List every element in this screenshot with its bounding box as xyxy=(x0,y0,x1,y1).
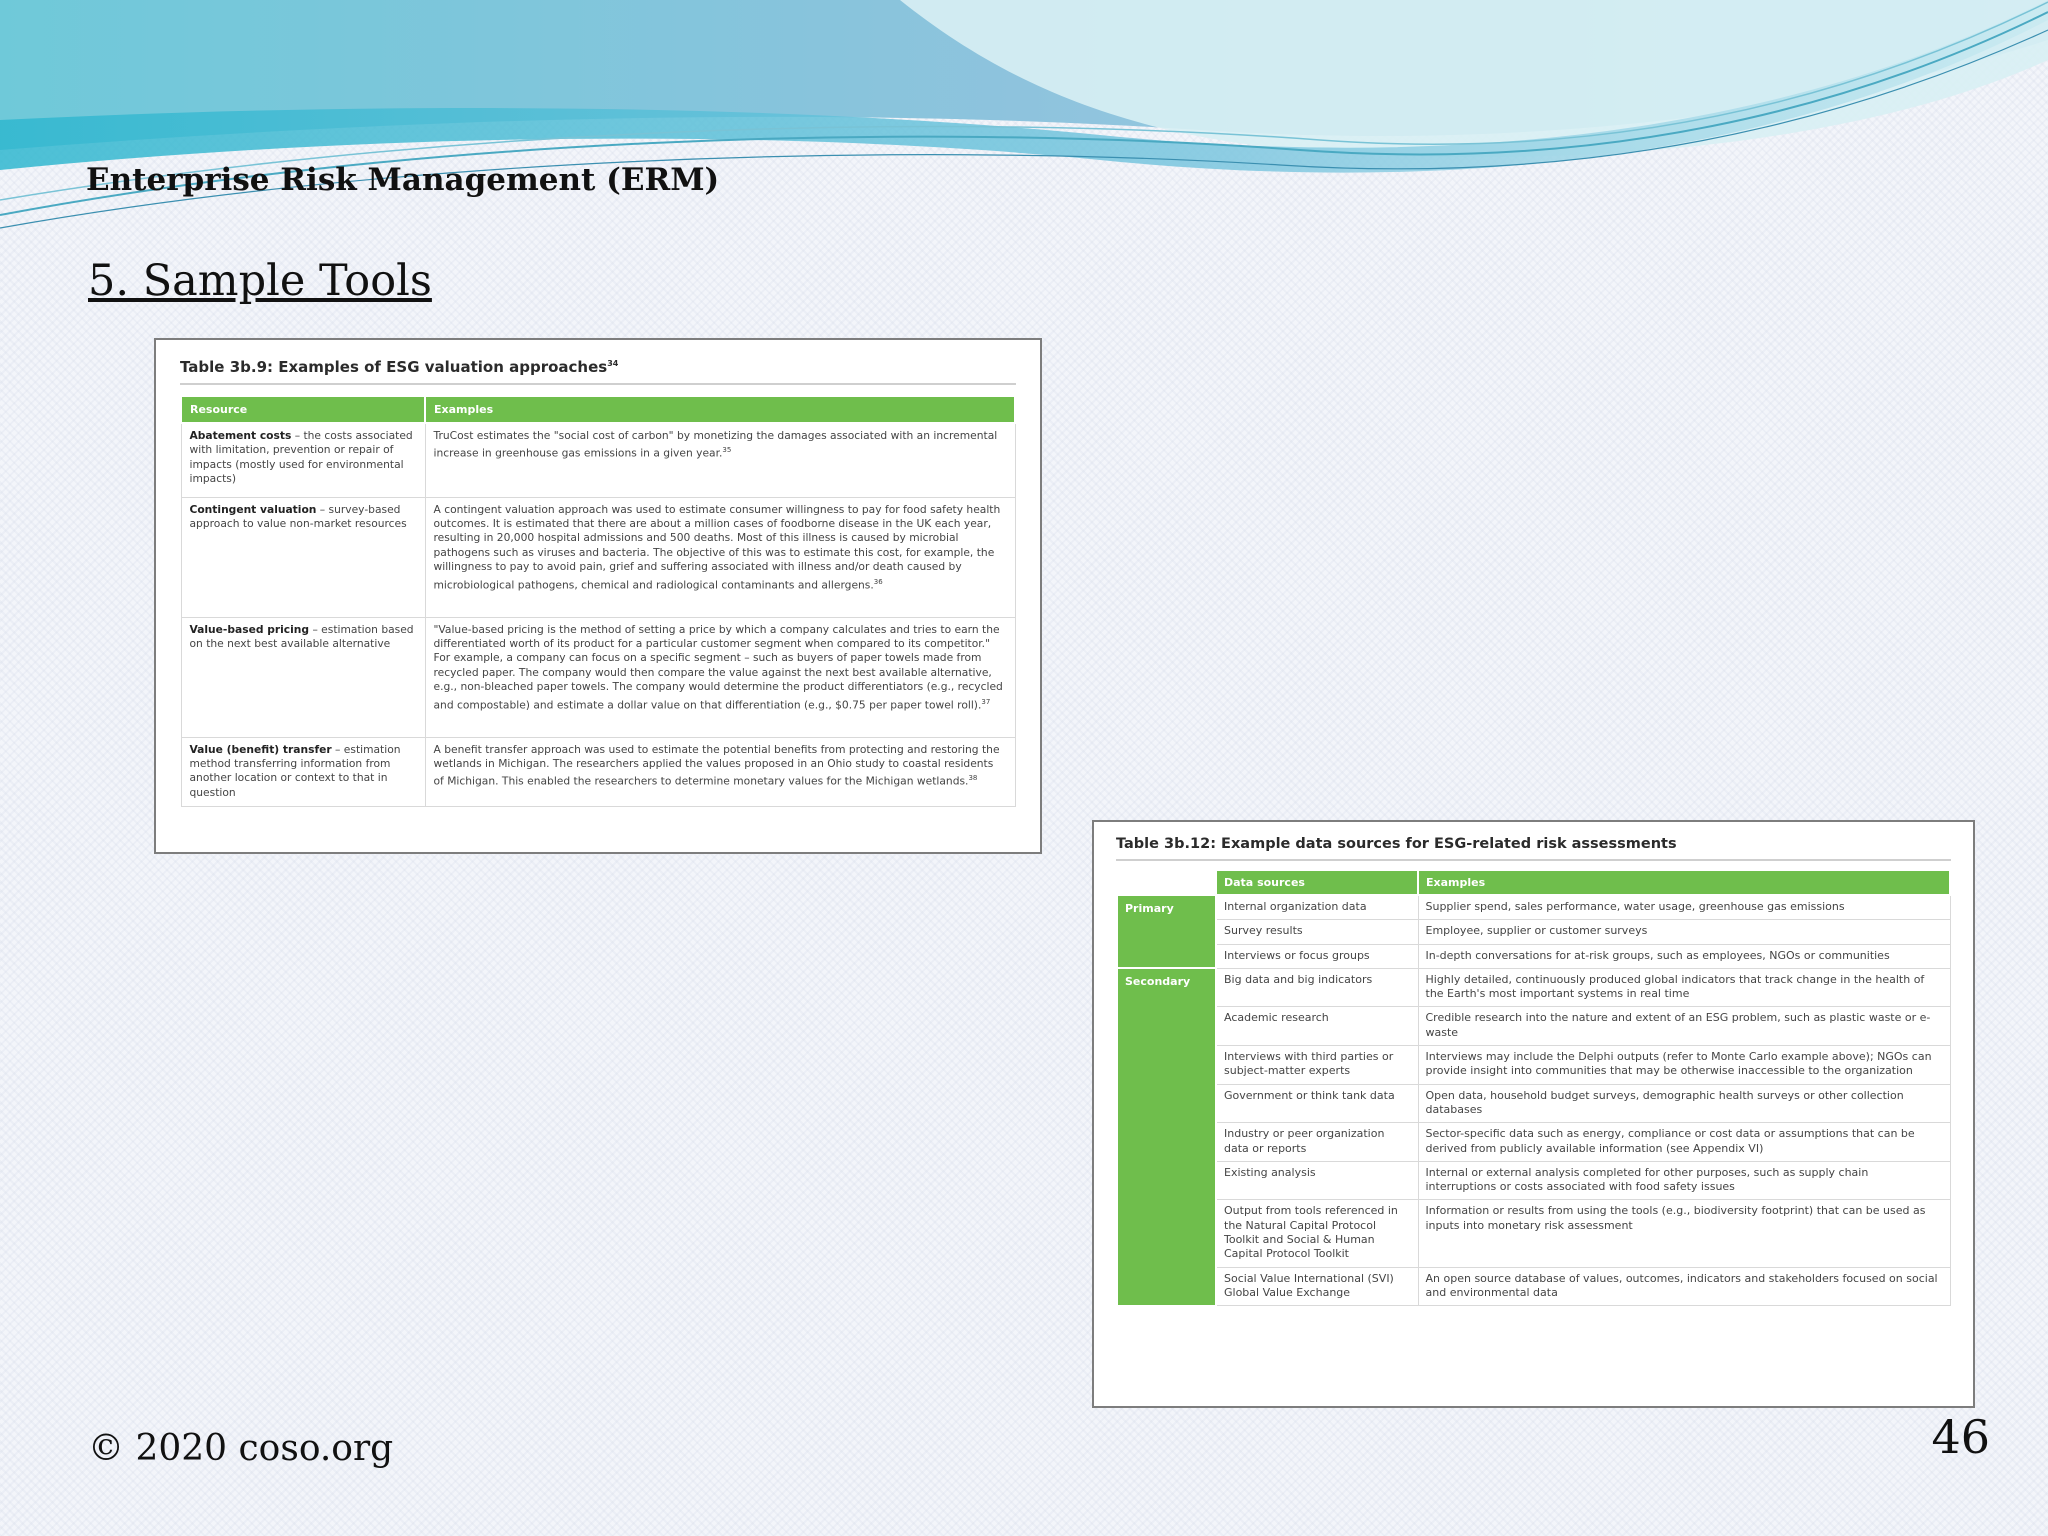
resource-cell: Value-based pricing – estimation based on the next best available alternative xyxy=(181,617,425,737)
source-cell: Existing analysis xyxy=(1216,1161,1418,1200)
example-cell: In-depth conversations for at-risk groups, such as employees, NGOs or communities xyxy=(1418,944,1950,968)
example-cell: Sector-specific data such as energy, compliance or cost data or assumptions that can be derived from publicly available information (see Appendix VI) xyxy=(1418,1123,1950,1162)
column-header-examples: Examples xyxy=(425,396,1015,423)
example-cell: Supplier spend, sales performance, water usage, greenhouse gas emissions xyxy=(1418,895,1950,920)
table-row xyxy=(1117,944,1950,968)
table-row xyxy=(1117,1123,1950,1162)
example-cell: A contingent valuation approach was used to estimate consumer willingness to pay for food safety health outcomes. It is estimated that there are about a million cases of foodborne disease in the UK each year, resulting in 20,000 hospital admissions and 500 deaths. Most of this illness is caused by microbial pathogens such as viruses and bacteria. The objective of this was to estimate this cost, for example, the willingness to pay to avoid pain, grief and suffering associated with illness and/or death caused by microbiological pathogens, chemical and radiological contaminants and allergens.$^{36}$ xyxy=(425,497,1015,617)
source-cell: Interviews with third parties or subject-matter experts xyxy=(1216,1046,1418,1085)
table-row xyxy=(1117,1161,1950,1200)
esg-valuation-table xyxy=(180,395,1016,807)
column-header-data-sources: Data sources xyxy=(1216,870,1418,895)
example-cell: TruCost estimates the "social cost of carbon" by monetizing the damages associated with an incremental increase in greenhouse gas emissions in a given year.$^{35}$ xyxy=(425,423,1015,497)
resource-cell: Contingent valuation – survey-based approach to value non-market resources xyxy=(181,497,425,617)
esg-valuation-table-image xyxy=(154,338,1042,854)
example-cell: Open data, household budget surveys, demographic health surveys or other collection databases xyxy=(1418,1084,1950,1123)
esg-data-sources-table-image xyxy=(1092,820,1975,1408)
table-row xyxy=(181,617,1015,737)
table-caption: Table 3b.9: Examples of ESG valuation approaches$^{34}$ xyxy=(180,358,1016,385)
table-row xyxy=(1117,1046,1950,1085)
example-cell: An open source database of values, outcomes, indicators and stakeholders focused on social and environmental data xyxy=(1418,1267,1950,1306)
source-cell: Academic research xyxy=(1216,1007,1418,1046)
table-row xyxy=(1117,1007,1950,1046)
resource-cell: Value (benefit) transfer – estimation method transferring information from another location or context to that in question xyxy=(181,737,425,807)
example-cell: Information or results from using the tools (e.g., biodiversity footprint) that can be used as inputs into monetary risk assessment xyxy=(1418,1200,1950,1267)
section-heading: 5. Sample Tools xyxy=(88,256,432,306)
table-row xyxy=(1117,1200,1950,1267)
table-row xyxy=(1117,1267,1950,1306)
table-header-row xyxy=(181,396,1015,423)
source-cell: Survey results xyxy=(1216,920,1418,944)
group-label-primary: Primary xyxy=(1117,895,1216,968)
table-row xyxy=(181,423,1015,497)
example-cell: Highly detailed, continuously produced global indicators that track change in the health of the Earth's most important systems in real time xyxy=(1418,968,1950,1007)
table-row xyxy=(1117,968,1950,1007)
table-row xyxy=(1117,895,1950,920)
example-cell: A benefit transfer approach was used to estimate the potential benefits from protecting and restoring the wetlands in Michigan. The researchers applied the values proposed in an Ohio study to coastal residents of Michigan. This enabled the researchers to determine monetary values for the Michigan wetlands.$^{38}$ xyxy=(425,737,1015,807)
source-cell: Interviews or focus groups xyxy=(1216,944,1418,968)
source-cell: Output from tools referenced in the Natural Capital Protocol Toolkit and Social & Human Capital Protocol Toolkit xyxy=(1216,1200,1418,1267)
example-cell: Internal or external analysis completed for other purposes, such as supply chain interruptions or costs associated with food safety issues xyxy=(1418,1161,1950,1200)
example-cell: Interviews may include the Delphi outputs (refer to Monte Carlo example above); NGOs can provide insight into communities that may be otherwise inaccessible to the organization xyxy=(1418,1046,1950,1085)
table-row xyxy=(1117,1084,1950,1123)
column-header-resource: Resource xyxy=(181,396,425,423)
example-cell: "Value-based pricing is the method of setting a price by which a company calculates and tries to earn the differentiated worth of its product for a particular customer segment when compared to its competitor." For example, a company can focus on a specific segment – such as buyers of paper towels made from recycled paper. The company would then compare the value against the next best available alternative, e.g., non-bleached paper towels. The company would determine the product differentiators (e.g., recycled and compostable) and estimate a dollar value on that differentiation (e.g., $0.75 per paper towel roll).$^{37}$ xyxy=(425,617,1015,737)
source-cell: Big data and big indicators xyxy=(1216,968,1418,1007)
source-cell: Social Value International (SVI) Global Value Exchange xyxy=(1216,1267,1418,1306)
example-cell: Employee, supplier or customer surveys xyxy=(1418,920,1950,944)
column-header-blank xyxy=(1117,870,1216,895)
slide-title: Enterprise Risk Management (ERM) xyxy=(86,162,720,198)
source-cell: Industry or peer organization data or reports xyxy=(1216,1123,1418,1162)
example-cell: Credible research into the nature and extent of an ESG problem, such as plastic waste or e-waste xyxy=(1418,1007,1950,1046)
table-row xyxy=(181,497,1015,617)
source-cell: Government or think tank data xyxy=(1216,1084,1418,1123)
slide-number: 46 xyxy=(1931,1410,1990,1464)
header-wave-banner xyxy=(0,0,2048,240)
group-label-secondary: Secondary xyxy=(1117,968,1216,1305)
table-caption: Table 3b.12: Example data sources for ESG-related risk assessments xyxy=(1116,836,1951,861)
footer-copyright: © 2020 coso.org xyxy=(88,1428,394,1469)
table-row xyxy=(1117,920,1950,944)
table-row xyxy=(181,737,1015,807)
esg-data-sources-table xyxy=(1116,869,1951,1307)
column-header-examples: Examples xyxy=(1418,870,1950,895)
source-cell: Internal organization data xyxy=(1216,895,1418,920)
resource-cell: Abatement costs – the costs associated with limitation, prevention or repair of impacts (mostly used for environmental impacts) xyxy=(181,423,425,497)
table-header-row xyxy=(1117,870,1950,895)
